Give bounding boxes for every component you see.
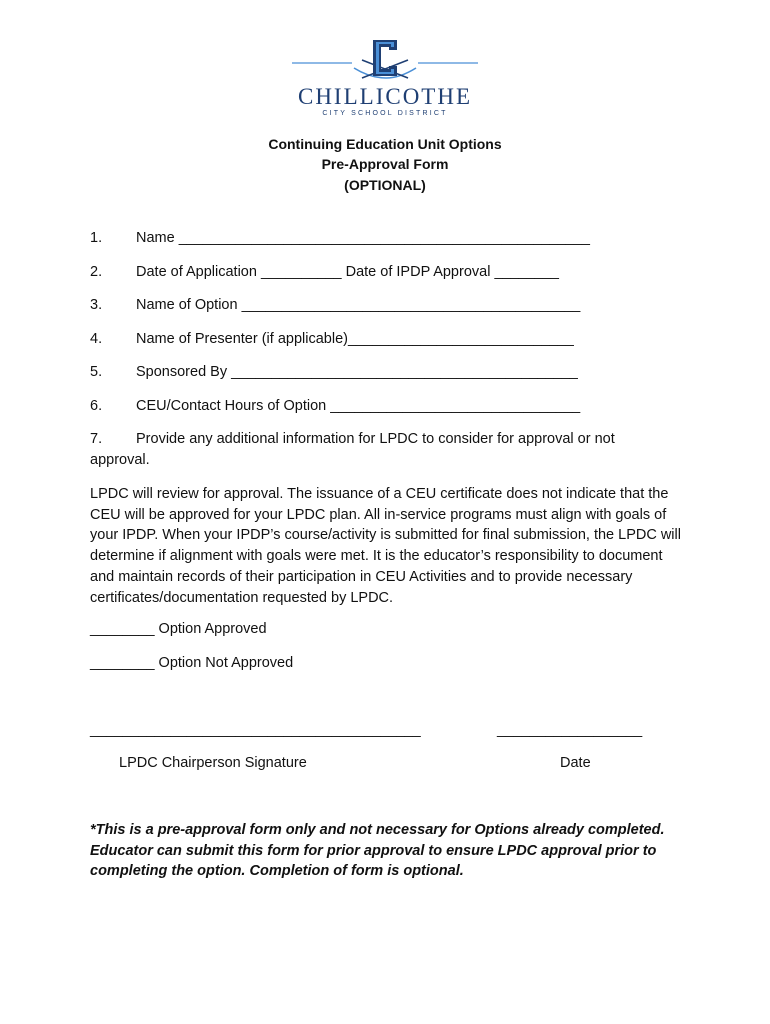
item-text: Provide any additional information for LPDC to consider for approval or not [136,431,615,447]
crest-icon [290,38,480,88]
form-title: Continuing Education Unit Options [268,136,502,152]
item-number: 7. [90,431,103,447]
item-number: 2. [90,264,103,280]
item7-continuation: approval. [90,452,150,468]
logo-subtitle: CITY SCHOOL DISTRICT [322,110,448,117]
form-subtitle: Pre-Approval Form [321,156,449,172]
date-line[interactable]: __________________ [497,722,643,738]
logo-name: CHILLICOTHE [297,84,473,109]
item-number: 6. [90,398,103,414]
form-optional-label: (OPTIONAL) [344,177,426,193]
item-number: 3. [90,297,103,313]
item-text: Date of Application __________ Date of IPDP Approval ________ [136,264,559,280]
option-not-approved-line[interactable]: ________ Option Not Approved [90,655,294,671]
item-text: Name of Option __________________________________________ [136,297,581,313]
signature-label: LPDC Chairperson Signature [119,755,307,771]
pre-approval-note: *This is a pre-approval form only and not necessary for Options already completed. Educator can submit this form for prior approval to ensure LPDC approval prior to completing the option. Completion of form is optional. [90,822,665,879]
date-label: Date [560,755,591,771]
item-text: Name ___________________________________________________ [136,230,590,246]
option-approved-line[interactable]: ________ Option Approved [90,621,267,637]
item-text: Sponsored By ___________________________________________ [136,364,578,380]
review-paragraph: LPDC will review for approval. The issuance of a CEU certificate does not indicate that the CEU will be approved for your LPDC plan. All in-service programs must align with goals of your IPDP. When your IPDP’s course/activity is submitted for final submission, the LPDC will determine if alignment with goals were met. It is the educator’s responsibility to document and maintain records of their participation in CEU Activities and to provide necessary certificates/documentation requested by LPDC. [90,486,681,606]
item-text: Name of Presenter (if applicable)____________________________ [136,331,574,347]
item-number: 5. [90,364,103,380]
item-number: 1. [90,230,103,246]
item-text: CEU/Contact Hours of Option _______________________________ [136,398,581,414]
item-number: 4. [90,331,103,347]
district-logo [290,38,480,122]
signature-line[interactable]: _________________________________________ [90,722,421,738]
